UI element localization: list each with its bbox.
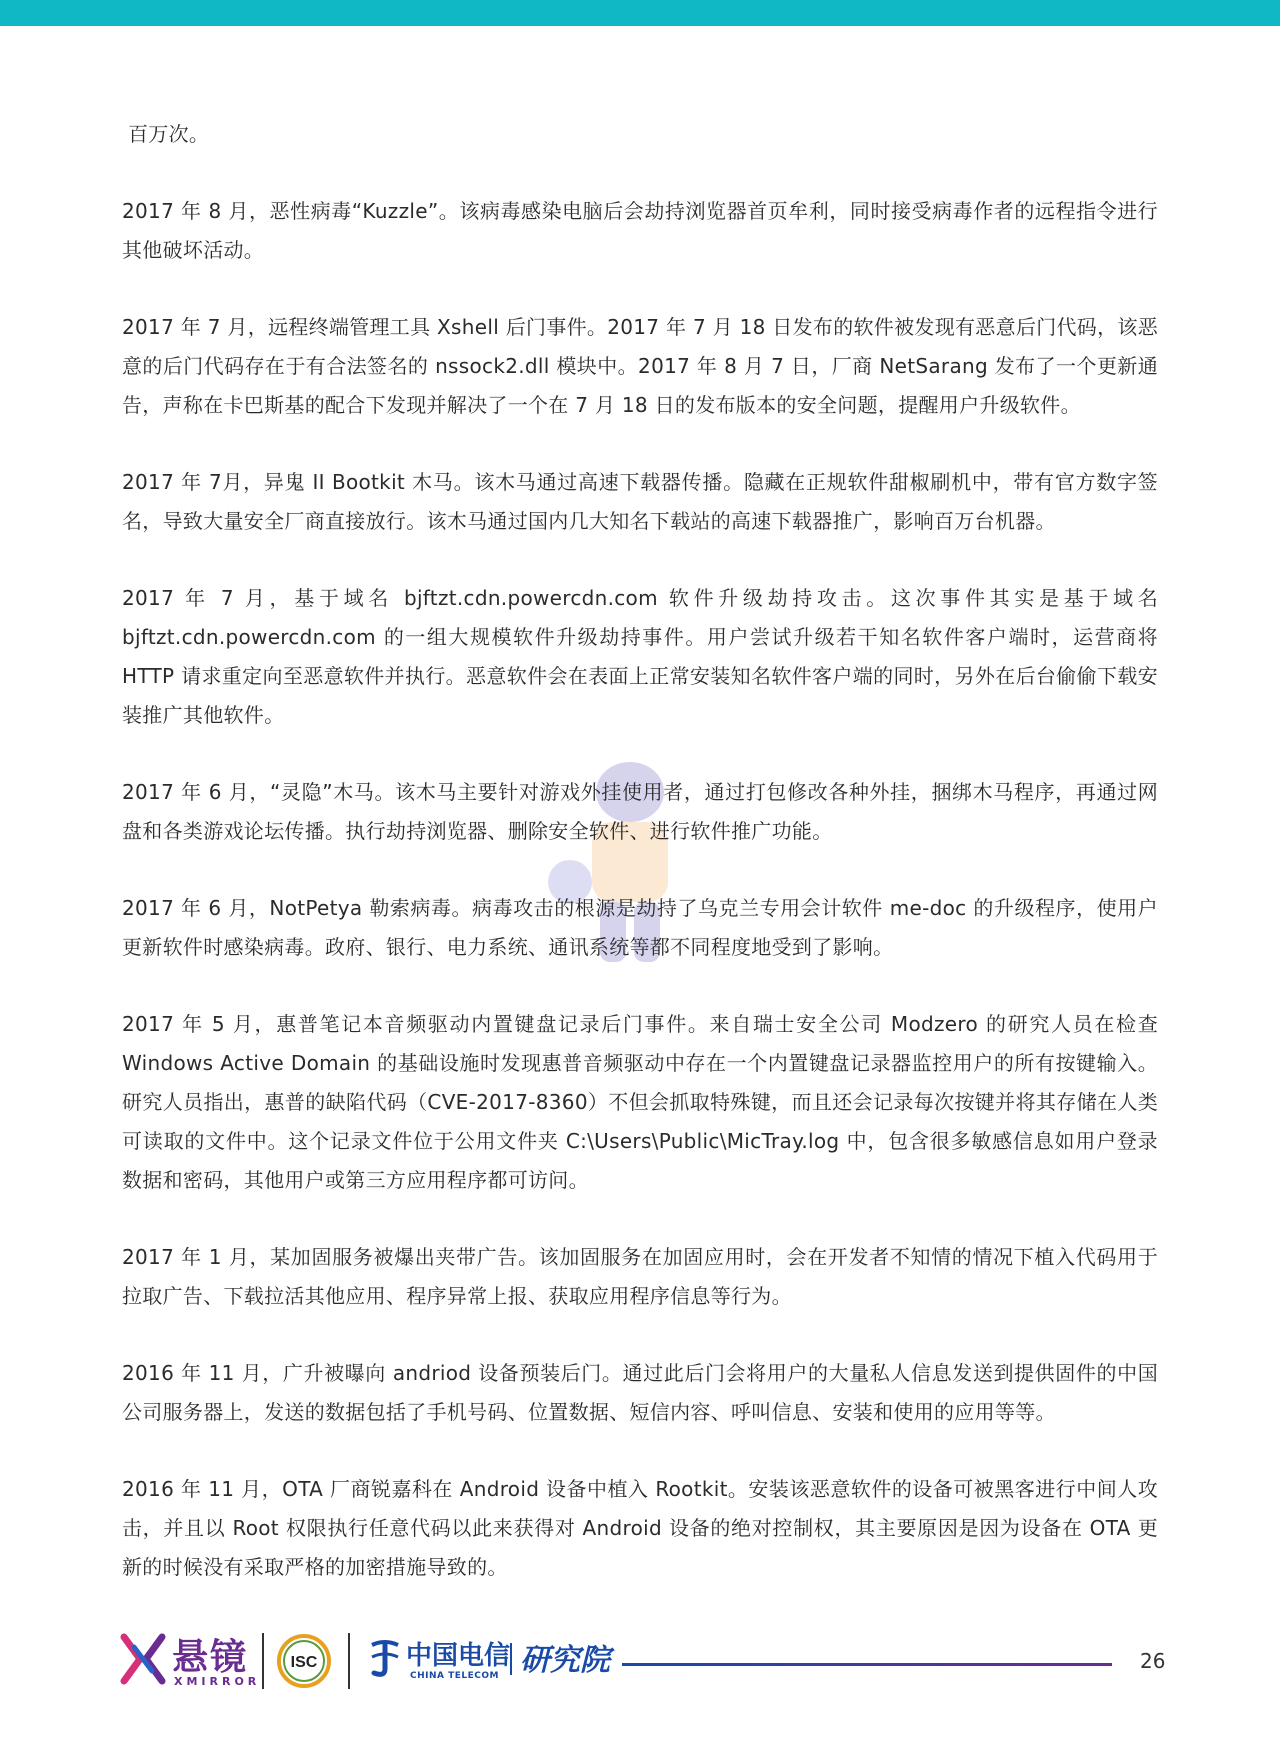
top-accent-bar: [0, 0, 1280, 26]
brand-name-en: XMIRROR: [174, 1675, 261, 1688]
research-institute-label: 研究院: [520, 1643, 610, 1678]
paragraph-2: 2017 年 8 月，恶性病毒“Kuzzle”。该病毒感染电脑后会劫持浏览器首页牟利，同时接受病毒作者的远程指令进行其他破坏活动。: [122, 199, 1158, 262]
paragraph-4: 2017 年 7月，异鬼 II Bootkit 木马。该木马通过高速下载器传播。隐藏在正规软件甜椒刷机中，带有官方数字签名，导致大量安全厂商直接放行。该木马通过国内几大知名下载站的高速下载器推广，影响百万台机器。: [122, 470, 1158, 533]
paragraph-1: 百万次。: [128, 122, 210, 146]
isc-label: ISC: [290, 1654, 318, 1671]
telecom-divider: [510, 1643, 512, 1675]
china-telecom-icon: [366, 1639, 404, 1679]
footer-separator: [348, 1633, 350, 1689]
paragraph-8: 2017 年 5 月，惠普笔记本音频驱动内置键盘记录后门事件。来自瑞士安全公司 Modzero 的研究人员在检查 Windows Active Domain 的基础设施时发现惠普音频驱动中存在一个内置键盘记录器监控用户的所有按键输入。研究人员指出，惠普的缺陷代码（CVE-2017-8360）不但会抓取特殊键，而且还会记录每次按键并将其存储在人类可读取的文件中。这个记录文件位于公用文件夹 C:\Users\Public\MicTray.log 中，包含很多敏感信息如用户登录数据和密码，其他用户或第三方应用程序都可访问。: [122, 1012, 1158, 1192]
xmirror-x-icon: [120, 1633, 166, 1685]
paragraph-3: 2017 年 7 月，远程终端管理工具 Xshell 后门事件。2017 年 7 月 18 日发布的软件被发现有恶意后门代码，该恶意的后门代码存在于有合法签名的 nssock2.dll 模块中。2017 年 8 月 7 日，厂商 NetSarang 发布了一个更新通告，声称在卡巴斯基的配合下发现并解决了一个在 7 月 18 日的发布版本的安全问题，提醒用户升级软件。: [122, 315, 1158, 417]
paragraph-9: 2017 年 1 月，某加固服务被爆出夹带广告。该加固服务在加固应用时，会在开发者不知情的情况下植入代码用于拉取广告、下载拉活其他应用、程序异常上报、获取应用程序信息等行为。: [122, 1245, 1158, 1308]
page-footer: [0, 1625, 1280, 1715]
brand-name-cn: 悬镜: [172, 1637, 249, 1678]
document-body: [122, 115, 1158, 1625]
footer-rule: [622, 1663, 1112, 1666]
telecom-name-cn: 中国电信: [406, 1641, 511, 1671]
xmirror-logo: [120, 1629, 261, 1695]
paragraph-10: 2016 年 11 月，广升被曝向 andriod 设备预装后门。通过此后门会将用户的大量私人信息发送到提供固件的中国公司服务器上，发送的数据包括了手机号码、位置数据、短信内容、呼叫信息、安装和使用的应用等等。: [122, 1361, 1158, 1424]
paragraph-6: 2017 年 6 月，“灵隐”木马。该木马主要针对游戏外挂使用者，通过打包修改各种外挂，捆绑木马程序，再通过网盘和各类游戏论坛传播。执行劫持浏览器、删除安全软件、进行软件推广功能。: [122, 780, 1158, 843]
isc-logo: [276, 1633, 332, 1689]
telecom-name-en: CHINA TELECOM: [410, 1671, 499, 1681]
paragraph-11: 2016 年 11 月，OTA 厂商锐嘉科在 Android 设备中植入 Rootkit。安装该恶意软件的设备可被黑客进行中间人攻击，并且以 Root 权限执行任意代码以此来获得对 Android 设备的绝对控制权，其主要原因是因为设备在 OTA 更新的时候没有采取严格的加密措施导致的。: [122, 1477, 1158, 1579]
paragraph-7: 2017 年 6 月，NotPetya 勒索病毒。病毒攻击的根源是劫持了乌克兰专用会计软件 me-doc 的升级程序，使用户更新软件时感染病毒。政府、银行、电力系统、通讯系统等都不同程度地受到了影响。: [122, 896, 1158, 959]
isc-ring-icon: [276, 1633, 332, 1689]
page-number: 26: [1140, 1649, 1166, 1673]
footer-separator: [262, 1633, 264, 1689]
china-telecom-logo: [366, 1629, 626, 1693]
paragraph-5: 2017 年 7 月，基于域名 bjftzt.cdn.powercdn.com 软件升级劫持攻击。这次事件其实是基于域名 bjftzt.cdn.powercdn.com 的一组大规模软件升级劫持事件。用户尝试升级若干知名软件客户端时，运营商将 HTTP 请求重定向至恶意软件并执行。恶意软件会在表面上正常安装知名软件客户端的同时，另外在后台偷偷下载安装推广其他软件。: [122, 586, 1158, 727]
